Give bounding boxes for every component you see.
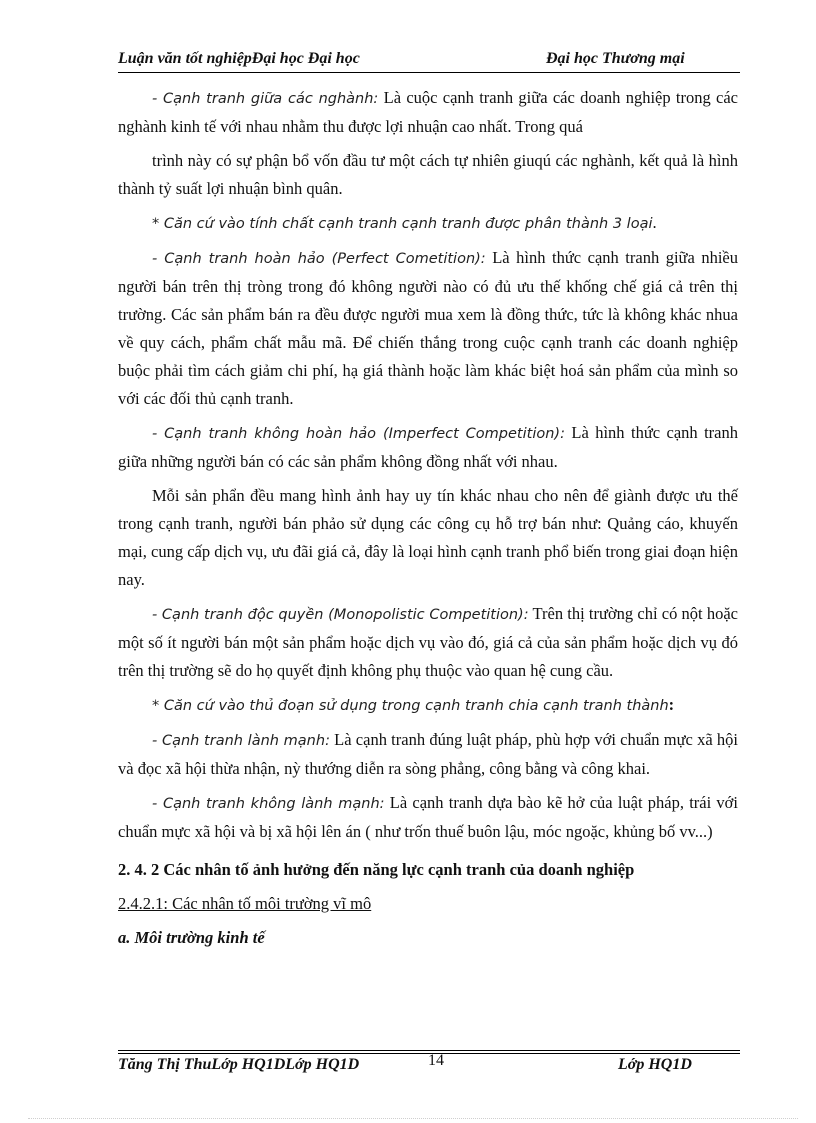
note-end: . (652, 213, 657, 232)
paragraph-text: Là hình thức cạnh tranh giữa nhiều người bán trên thị tròng trong đó không người nào có đủ ưu thế khống chế giá cả trên thị trường. Các sản phẩm bán ra đều được người mua xem là đồng thức, tức là không khác nhua về quy cách, phẩm chất mẫu mã. Để chiến thắng trong cuộc cạnh tranh các doanh nghiệp buộc phải tìm cách giảm chi phí, hạ giá thành hoặc làm khác biệt hoá sản phẩm của mình so với các đối thủ cạnh tranh. (118, 248, 738, 408)
page-bottom-edge (28, 1118, 798, 1119)
term-label: - Cạnh tranh lành mạnh: (152, 733, 330, 749)
paragraph-text: Là cuộc cạnh tranh giữa các doanh nghiệp trong các nghành kinh tế với nhau nhằm thu được lợi nhuận cao nhất. Trong quá (118, 88, 739, 136)
paragraph-continuation (118, 147, 738, 203)
document-body (118, 84, 738, 952)
note-end: : (668, 695, 675, 714)
page-header (118, 50, 738, 72)
paragraph-text: Là hình thức cạnh tranh giữa những người bán có các sản phẩm không đồng nhất với nhau. (118, 423, 738, 471)
term-label: - Cạnh tranh không lành mạnh: (152, 796, 385, 812)
paragraph-product-image (118, 482, 738, 594)
term-label: - Cạnh tranh không hoàn hảo (Imperfect Competition): (152, 426, 565, 442)
subsubsection-heading: a. Môi trường kinh tế (118, 928, 265, 947)
paragraph-unfair-competition (118, 789, 738, 846)
paragraph-text: Là cạnh tranh đúng luật pháp, phù hợp với chuẩn mực xã hội và đọc xã hội thừa nhận, nỳ thướng diễn ra sòng phẳng, công bằng và công khai. (118, 730, 738, 778)
note-text: * Căn cứ vào thủ đoạn sử dụng trong cạnh tranh chia cạnh tranh thành (152, 698, 669, 714)
footer-class: Lớp HQ1D (618, 1056, 692, 1073)
note-classification-by-means (118, 691, 738, 720)
footer-author: Tăng Thị ThuLớp HQ1DLớp HQ1D (118, 1056, 360, 1073)
paragraph-text: Mỗi sản phẩn đều mang hình ảnh hay uy tín khác nhau cho nên để giành được ưu thế trong cạnh tranh, người bán phảo sử dụng các công cụ hỗ trợ bán như: Quảng cáo, khuyến mại, cung cấp dịch vụ, ưu đãi giá cả, đây là loại hình cạnh tranh phổ biến trong giai đoạn hiện nay. (118, 486, 738, 589)
note-classification-by-nature (118, 209, 738, 238)
term-label: - Cạnh tranh giữa các nghành: (152, 91, 379, 107)
term-label: - Cạnh tranh hoàn hảo (Perfect Cometition): (152, 251, 486, 267)
subsection-heading: 2.4.2.1: Các nhân tố môi trường vĩ mô (118, 894, 372, 913)
header-university: Đại học Thương mại (546, 50, 685, 67)
header-thesis-title: Luận văn tốt nghiệpĐại học Đại học (118, 50, 360, 67)
paragraph-perfect-competition (118, 244, 738, 413)
term-label: - Cạnh tranh độc quyền (Monopolistic Competition): (152, 607, 529, 623)
page-footer (118, 1054, 740, 1078)
paragraph-inter-industry (118, 84, 738, 141)
page-number: 14 (428, 1052, 444, 1069)
paragraph-text: Trên thị trường chỉ có nột hoặc một số ít người bán một sản phẩm hoặc dịch vụ vào đó, giá cả của sản phẩm hoặc dịch vụ đó trên thị trường sẽ do họ quyết định không phụ thuộc vào quan hệ cung cầu. (118, 604, 738, 680)
paragraph-fair-competition (118, 726, 738, 783)
paragraph-monopolistic-competition (118, 600, 738, 685)
paragraph-text: trình này có sự phận bổ vốn đầu tư một cách tự nhiên giuqú các nghành, kết quả là hình thành tỷ suất lợi nhuận bình quân. (118, 151, 738, 198)
footer-divider-top (118, 1050, 740, 1051)
section-heading: 2. 4. 2 Các nhân tố ảnh hưởng đến năng lực cạnh tranh của doanh nghiệp (118, 860, 635, 879)
paragraph-imperfect-competition (118, 419, 738, 476)
paragraph-text: Là cạnh tranh dựa bào kẽ hở của luật pháp, trái với chuẩn mực xã hội và bị xã hội lên án ( như trốn thuế buôn lậu, móc ngoặc, khủng bố vv...) (118, 793, 738, 841)
header-divider (118, 72, 740, 73)
note-text: * Căn cứ vào tính chất cạnh tranh cạnh tranh được phân thành 3 loại (152, 216, 653, 232)
